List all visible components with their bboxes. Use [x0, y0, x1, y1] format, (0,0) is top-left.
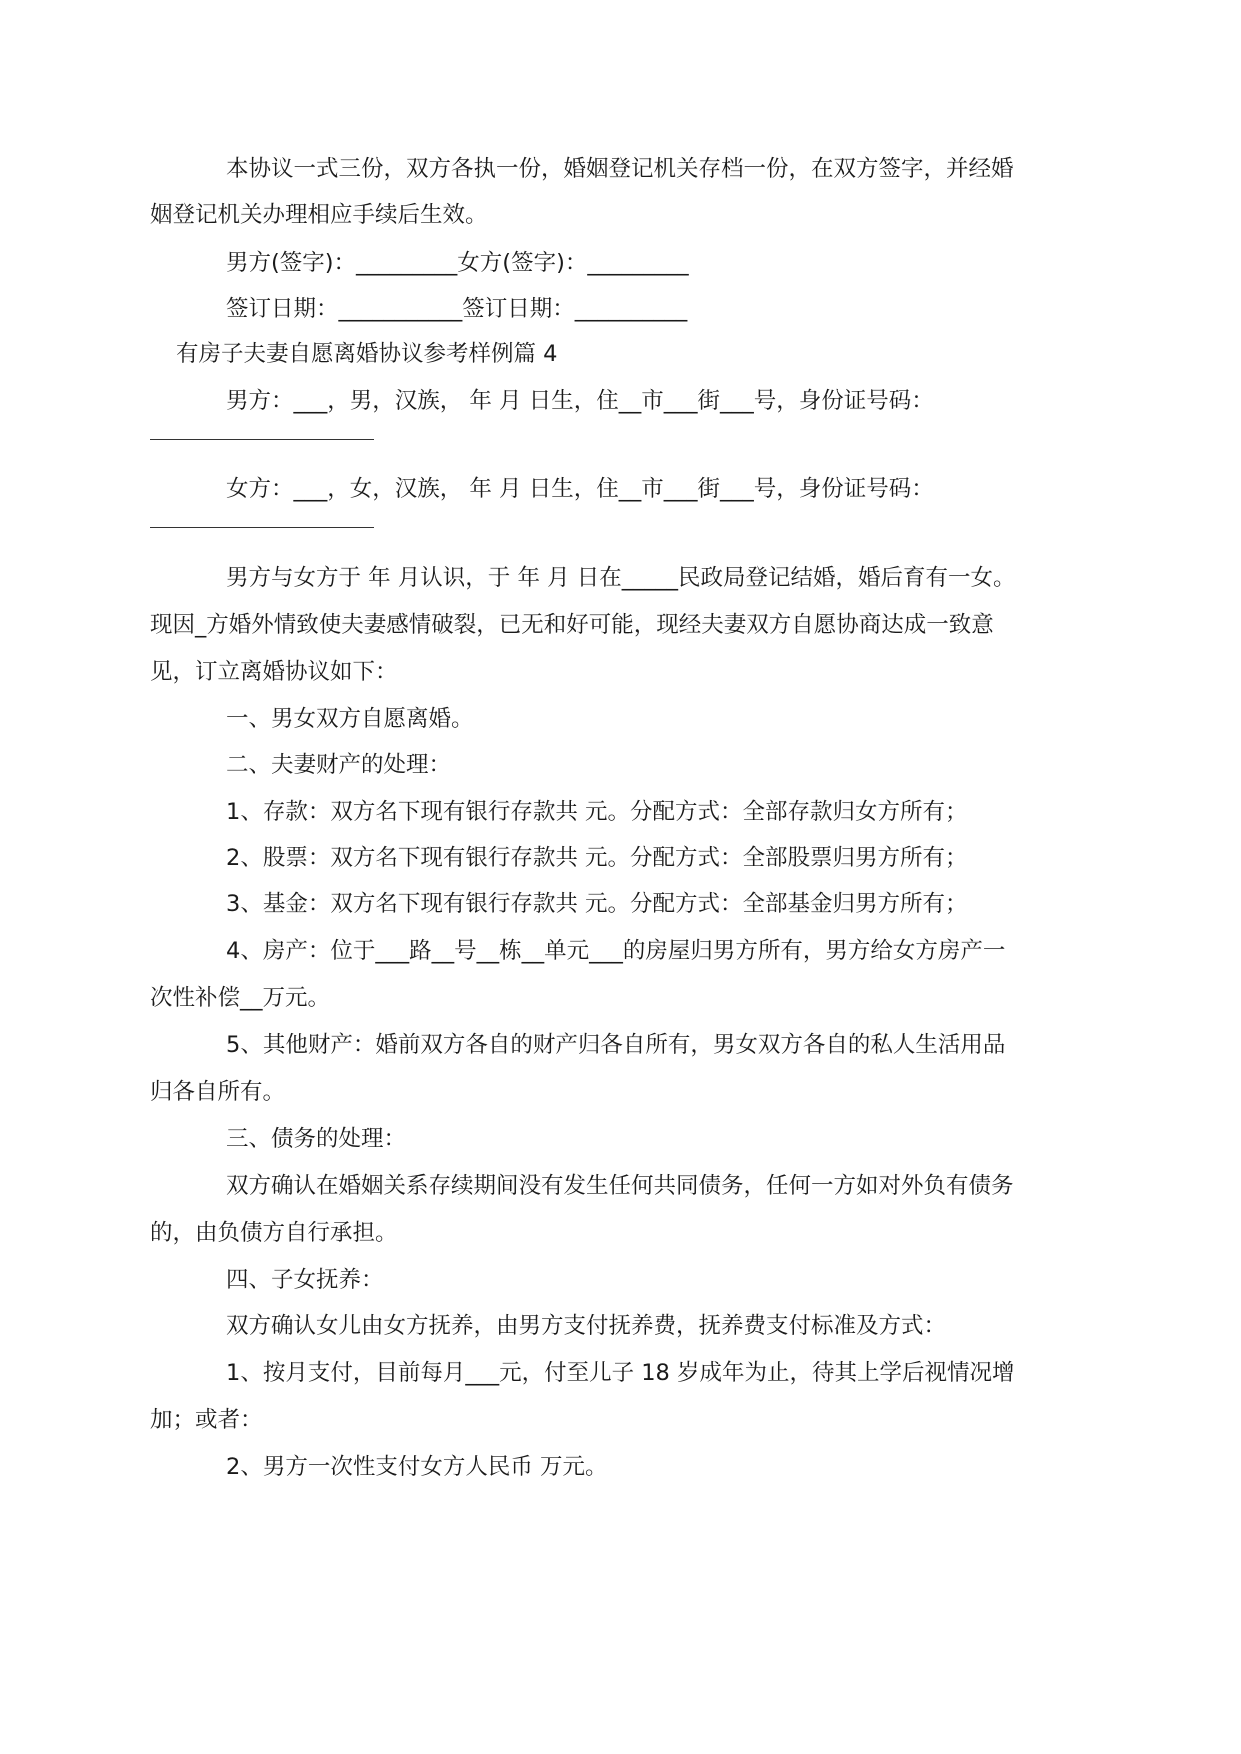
custody-intro: 双方确认女儿由女方抚养，由男方支付抚养费，抚养费支付标准及方式： [226, 1313, 947, 1339]
support-option-1-line-1: 1、按月支付，目前每月___元，付至儿子 18 岁成年为止，待其上学后视情况增 [226, 1360, 1015, 1386]
male-party-info: 男方：___，男，汉族， 年 月 日生，住__市___街___号，身份证号码： [226, 388, 934, 414]
property-item-stocks: 2、股票：双方名下现有银行存款共 元。分配方式：全部股票归男方所有； [226, 845, 968, 871]
background-line-3: 见，订立离婚协议如下： [150, 659, 398, 685]
clause-3-heading: 三、债务的处理： [226, 1126, 407, 1152]
support-option-1-line-2: 加；或者： [150, 1407, 263, 1433]
property-item-house-line-2: 次性补偿__万元。 [150, 985, 331, 1011]
debt-line-1: 双方确认在婚姻关系存续期间没有发生任何共同债务，任何一方如对外负有债务 [226, 1173, 1014, 1199]
clause-2-heading: 二、夫妻财产的处理： [226, 752, 452, 778]
female-party-info: 女方：___，女，汉族， 年 月 日生，住__市___街___号，身份证号码： [226, 476, 934, 502]
clause-4-heading: 四、子女抚养： [226, 1267, 384, 1293]
property-item-other-line-2: 归各自所有。 [150, 1079, 286, 1105]
signature-line: 男方(签字)：_________女方(签字)：_________ [226, 250, 689, 276]
clause-1-divorce: 一、男女双方自愿离婚。 [226, 706, 474, 732]
paragraph-copies-line-1: 本协议一式三份，双方各执一份，婚姻登记机关存档一份，在双方签字，并经婚 [226, 156, 1014, 182]
support-option-2: 2、男方一次性支付女方人民币 万元。 [226, 1454, 608, 1480]
female-id-number-blank [150, 527, 374, 528]
male-id-number-blank [150, 439, 374, 440]
property-item-funds: 3、基金：双方名下现有银行存款共 元。分配方式：全部基金归男方所有； [226, 891, 968, 917]
background-line-2: 现因_方婚外情致使夫妻感情破裂，已无和好可能，现经夫妻双方自愿协商达成一致意 [150, 612, 994, 638]
section-title: 有房子夫妻自愿离婚协议参考样例篇 4 [176, 341, 558, 367]
sign-date-line: 签订日期：___________签订日期：__________ [226, 296, 688, 322]
property-item-house-line-1: 4、房产：位于___路__号__栋__单元___的房屋归男方所有，男方给女方房产一 [226, 938, 1006, 964]
background-line-1: 男方与女方于 年 月认识，于 年 月 日在_____民政局登记结婚，婚后育有一女。 [226, 565, 1016, 591]
paragraph-copies-line-2: 姻登记机关办理相应手续后生效。 [150, 202, 488, 228]
property-item-other-line-1: 5、其他财产：婚前双方各自的财产归各自所有，男女双方各自的私人生活用品 [226, 1032, 1006, 1058]
property-item-deposits: 1、存款：双方名下现有银行存款共 元。分配方式：全部存款归女方所有； [226, 799, 968, 825]
debt-line-2: 的，由负债方自行承担。 [150, 1220, 398, 1246]
